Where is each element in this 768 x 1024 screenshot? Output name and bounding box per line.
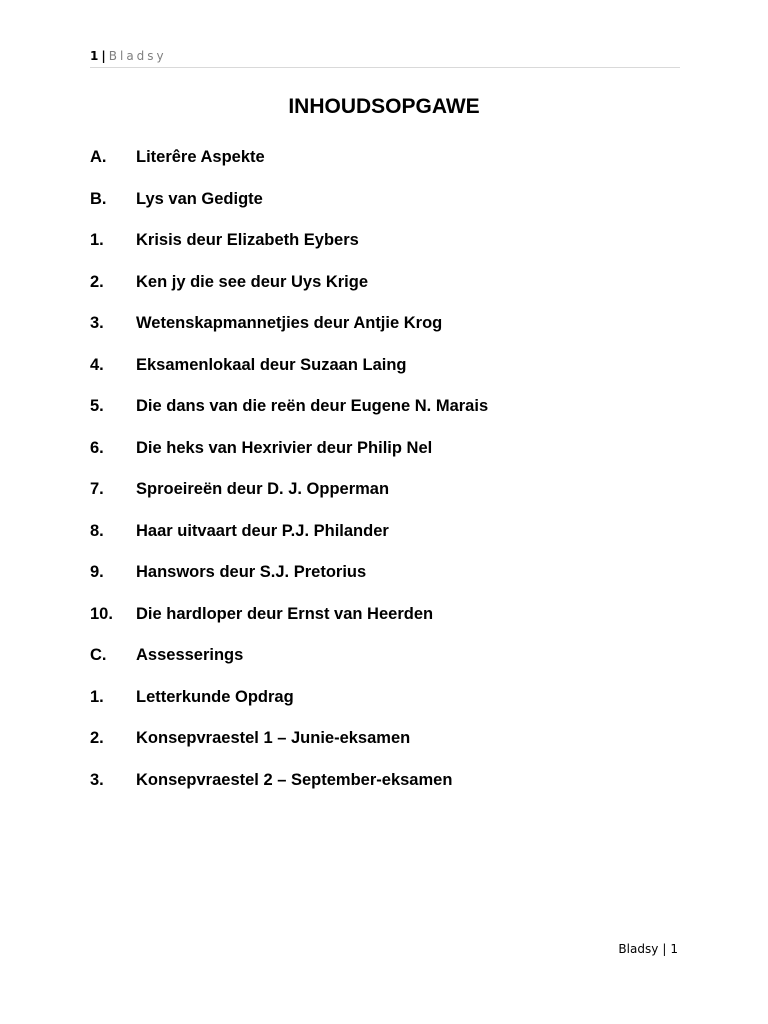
toc-item: [90, 269, 690, 311]
toc-item-text: Die hardloper deur Ernst van Heerden: [136, 604, 434, 623]
toc-item-text: Ken jy die see deur Uys Krige: [136, 272, 369, 291]
toc-item-marker: 4.: [90, 355, 104, 374]
toc-item-marker: B.: [90, 189, 107, 208]
footer-page-number: 1: [670, 942, 678, 956]
toc-item-marker: 7.: [90, 480, 104, 498]
toc-item: [90, 767, 690, 809]
toc-item: [90, 559, 690, 601]
toc-item: [90, 310, 690, 352]
header-page-number: 1: [90, 49, 99, 63]
toc-item: [90, 435, 690, 477]
header-separator: |: [101, 49, 106, 63]
header-page-word: Bladsy: [108, 49, 167, 63]
toc-item-marker: 10.: [90, 604, 113, 623]
toc-item-marker: 3.: [90, 314, 104, 332]
toc-item-text: Sproeireën deur D. J. Opperman: [136, 480, 390, 498]
toc-item-text: Konsepvraestel 2 – September-eksamen: [136, 770, 453, 789]
toc-item-text: Die dans van die reën deur Eugene N. Marais: [136, 397, 489, 415]
toc-item-marker: 5.: [90, 397, 104, 415]
toc-item-marker: 1.: [90, 687, 104, 706]
page-footer: [618, 940, 678, 958]
toc-item-text: Konsepvraestel 1 – Junie-eksamen: [136, 729, 411, 747]
toc-item-marker: 8.: [90, 521, 104, 540]
toc-item: [90, 227, 690, 269]
toc-item-marker: 9.: [90, 563, 104, 581]
toc-item-text: Eksamenlokaal deur Suzaan Laing: [136, 355, 407, 374]
toc-item-text: Hanswors deur S.J. Pretorius: [136, 563, 367, 581]
toc-item-marker: 2.: [90, 729, 104, 747]
toc-item-text: Lys van Gedigte: [136, 189, 263, 208]
toc-item: [90, 144, 690, 186]
page-title: INHOUDSOPGAWE: [288, 95, 480, 118]
toc-item-text: Assesserings: [136, 646, 244, 664]
toc-item: [90, 684, 690, 726]
toc-item: [90, 601, 690, 643]
toc-item: [90, 642, 690, 684]
toc-item-text: Literêre Aspekte: [136, 148, 265, 166]
toc-item-marker: 2.: [90, 272, 104, 291]
toc-item-marker: A.: [90, 148, 107, 166]
toc-item-text: Wetenskapmannetjies deur Antjie Krog: [136, 314, 443, 332]
toc-item: [90, 352, 690, 394]
toc-item: [90, 186, 690, 228]
toc-item-text: Krisis deur Elizabeth Eybers: [136, 231, 359, 249]
toc-item: [90, 725, 690, 767]
toc-item: [90, 476, 690, 518]
toc-item-text: Die heks van Hexrivier deur Philip Nel: [136, 438, 433, 457]
toc-item: [90, 518, 690, 560]
toc-item-text: Letterkunde Opdrag: [136, 687, 294, 706]
page-header: [90, 48, 680, 68]
toc-item-text: Haar uitvaart deur P.J. Philander: [136, 521, 389, 540]
toc-item: [90, 393, 690, 435]
footer-page-word: Bladsy: [618, 942, 659, 956]
toc-item-marker: 1.: [90, 231, 104, 249]
footer-separator: |: [662, 942, 667, 956]
toc-item-marker: 6.: [90, 438, 104, 457]
toc-item-marker: 3.: [90, 770, 104, 789]
toc-item-marker: C.: [90, 646, 107, 664]
table-of-contents: [90, 144, 690, 808]
